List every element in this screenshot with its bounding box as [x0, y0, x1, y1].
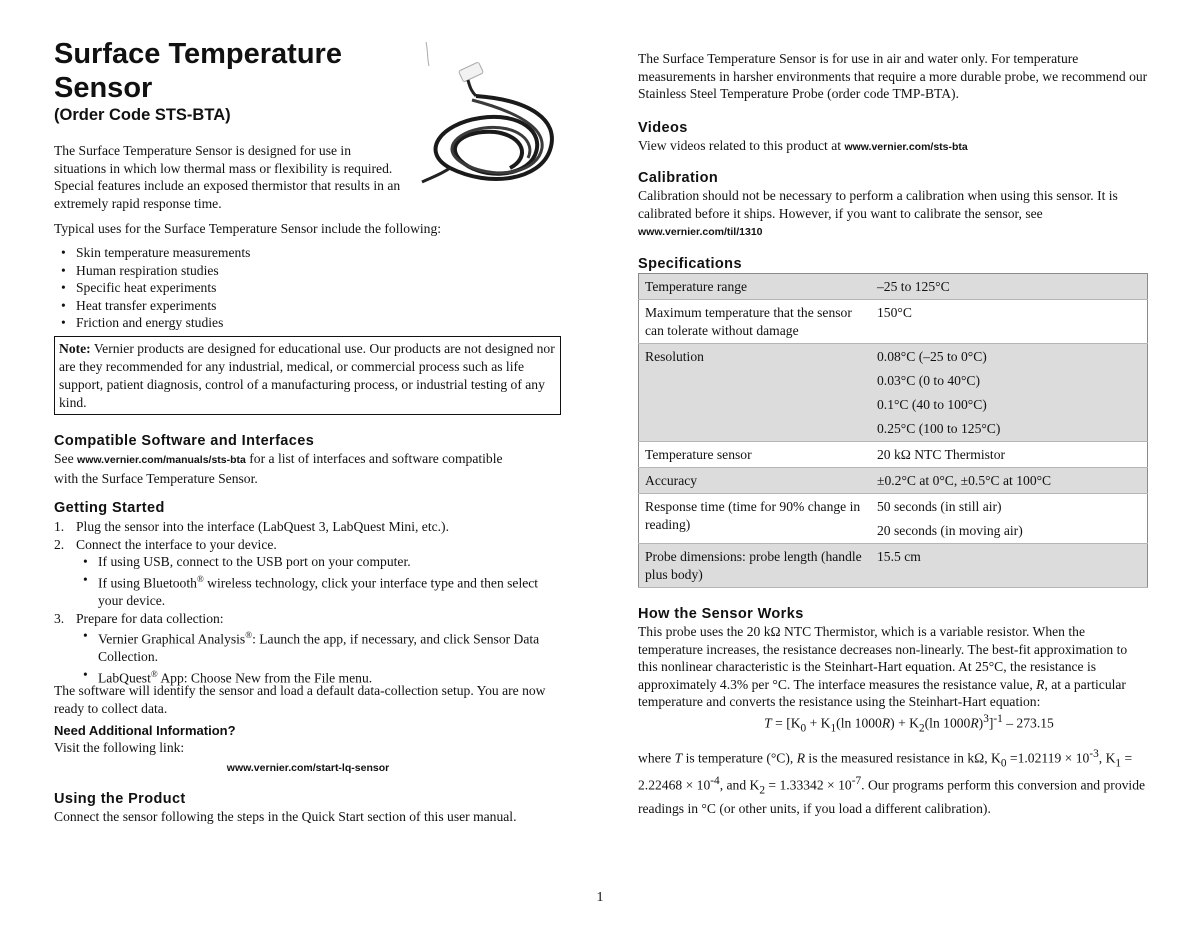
step-number: 3.	[54, 610, 65, 626]
where-part: 2	[759, 783, 765, 796]
eq-part: 3	[983, 712, 989, 725]
step-text: Prepare for data collection:	[76, 610, 224, 626]
page-title	[54, 37, 342, 105]
spec-value-line: 15.5 cm	[877, 549, 921, 564]
eq-part: (ln 1000	[836, 715, 882, 731]
compatible-link[interactable]: www.vernier.com/manuals/sts-bta	[77, 454, 246, 466]
where-part: -3	[1089, 747, 1099, 760]
list-item: • Specific heat experiments	[76, 279, 556, 297]
spec-value	[871, 344, 1148, 442]
getting-started-closing: The software will identify the sensor and load a default data-collection setup. You are now ready to collect data.	[54, 683, 546, 716]
where-part: 0	[1000, 757, 1007, 770]
table-row	[639, 544, 1148, 588]
where-part: =1.02119 × 10	[1006, 750, 1090, 766]
where-part: R	[796, 750, 806, 766]
where-part: , and K	[719, 777, 760, 793]
using-product-heading: Using the Product	[54, 791, 186, 807]
intro-paragraph: The Surface Temperature Sensor is designed for use in situations in which low thermal mass or flexibility is required. Special features include an exposed thermistor that results in an extremely rapid response time.	[54, 143, 401, 211]
bullet-text: : Launch the app, if necessary, and click Sensor Data Collection.	[98, 631, 540, 665]
spec-value-line: 0.03°C (0 to 40°C)	[877, 373, 981, 388]
list-item	[98, 627, 562, 666]
order-code: (Order Code STS-BTA)	[54, 106, 231, 124]
eq-part: = [K	[771, 715, 801, 731]
getting-started-steps	[54, 518, 562, 687]
spec-label: Maximum temperature that the sensor can tolerate without damage	[639, 300, 872, 344]
spec-value-line: 0.08°C (–25 to 0°C)	[877, 349, 987, 364]
page-number: 1	[596, 890, 604, 905]
registered-mark: ®	[150, 668, 158, 679]
spec-label: Temperature range	[639, 274, 872, 300]
spec-value-line: 50 seconds (in still air)	[877, 499, 1002, 514]
how-sensor-works-heading: How the Sensor Works	[638, 606, 804, 622]
registered-mark: ®	[245, 630, 253, 641]
eq-part: 2	[918, 722, 925, 735]
typical-uses-intro: Typical uses for the Surface Temperature Sensor include the following:	[54, 221, 442, 236]
specifications-heading: Specifications	[638, 256, 742, 272]
eq-part: ) + K	[890, 715, 919, 731]
list-item: • Skin temperature measurements	[76, 244, 556, 262]
where-part: -7	[851, 774, 862, 787]
bullet-text: Vernier Graphical Analysis	[98, 631, 246, 647]
getting-started-heading: Getting Started	[54, 500, 165, 516]
spec-value-line: 20 seconds (in moving air)	[877, 523, 1023, 538]
eq-part: )	[978, 715, 984, 731]
where-part: 1	[1115, 757, 1122, 770]
eq-part: 0	[800, 722, 807, 735]
where-part: = 2.22468 × 10	[638, 750, 1133, 793]
table-row	[639, 300, 1148, 344]
spec-value	[871, 544, 1148, 588]
bullet-text: If using Bluetooth	[98, 575, 197, 591]
title-line-1: Surface Temperature	[54, 38, 342, 70]
title-line-2: Sensor	[54, 72, 153, 104]
videos-text	[638, 137, 1148, 157]
eq-part: R	[970, 715, 979, 731]
using-product-text: Connect the sensor following the steps in the Quick Start section of this user manual.	[54, 809, 517, 824]
spec-value-line: 20 kΩ NTC Thermistor	[877, 447, 1006, 462]
step-3	[54, 610, 562, 687]
spec-label: Resolution	[639, 344, 872, 442]
table-row	[639, 274, 1148, 300]
eq-part: ]	[988, 715, 994, 731]
where-part: = 1.33342 × 10	[765, 777, 852, 793]
list-item: • Friction and energy studies	[76, 314, 556, 332]
spec-value	[871, 494, 1148, 544]
step-2	[54, 536, 562, 610]
compatible-paragraph	[54, 450, 514, 487]
note-text: Vernier products are designed for educational use. Our products are not designed nor are they recommended for any industrial, medical, or commercial process such as life support, patient diagnosis, control of a manufacturing process, or industrial testing of any kind.	[59, 341, 555, 410]
bullet-text: wireless technology, click your interface type and then select your device.	[98, 575, 539, 608]
table-row	[639, 468, 1148, 494]
where-part: is temperature (°C),	[682, 750, 797, 766]
compatible-heading: Compatible Software and Interfaces	[54, 433, 315, 449]
list-item: • If using USB, connect to the USB port on your computer.	[98, 553, 562, 571]
spec-label: Probe dimensions: probe length (handle plus body)	[639, 544, 872, 588]
specifications-table	[638, 273, 1148, 588]
eq-part: R	[881, 715, 891, 731]
spec-value-line: ±0.2°C at 0°C, ±0.5°C at 100°C	[877, 473, 1052, 488]
list-item: • Human respiration studies	[76, 262, 556, 280]
registered-mark: ®	[196, 573, 204, 584]
videos-link[interactable]: www.vernier.com/sts-bta	[844, 141, 968, 153]
where-part: where	[638, 750, 675, 766]
eq-part: – 273.15	[1002, 715, 1054, 731]
list-item	[98, 571, 562, 610]
typical-uses-list	[54, 244, 556, 332]
additional-info-text: Visit the following link:	[54, 740, 185, 755]
how-var-r: R	[1036, 676, 1045, 692]
videos-heading: Videos	[638, 120, 688, 136]
step-number: 1.	[54, 519, 65, 534]
eq-part: 1	[830, 722, 837, 735]
where-part: is the measured resistance in kΩ, K	[805, 750, 1001, 766]
table-row	[639, 494, 1148, 544]
calibration-heading: Calibration	[638, 170, 719, 186]
where-part: . Our programs perform this conversion and provide readings in °C (or other units, if you load a different calibration).	[638, 777, 1146, 816]
spec-label: Temperature sensor	[639, 442, 872, 468]
note-label: Note:	[59, 341, 91, 356]
calibration-link[interactable]: www.vernier.com/til/1310	[638, 226, 763, 239]
spec-value-line: 0.1°C (40 to 100°C)	[877, 397, 987, 412]
eq-part: T	[764, 715, 772, 731]
where-part: -4	[710, 774, 720, 787]
steinhart-hart-equation	[638, 711, 1150, 738]
spec-value	[871, 468, 1148, 494]
list-item: • Heat transfer experiments	[76, 297, 556, 315]
step-number: 2.	[54, 536, 65, 552]
calibration-body: Calibration should not be necessary to perform a calibration when using this sensor. It is calibrated before it ships. However, if you want to calibrate the sensor, see	[638, 188, 1118, 221]
table-row	[639, 442, 1148, 468]
step-3-bullets	[76, 627, 562, 687]
videos-pre: View videos related to this product at	[638, 138, 845, 153]
how-text: This probe uses the 20 kΩ NTC Thermistor, which is a variable resistor. When the temperature increases, the resistance decreases non-linearly. The best-fit approximation to this nonlinear characteristic is the Steinhart-Hart equation. At 25°C, the resistance is approximately 4.3% per °C. The interface measures the resistance value,	[638, 624, 1128, 692]
right-intro: The Surface Temperature Sensor is for use in air and water only. For temperature measurements in harsher environments that require a more durable probe, we recommend our Stainless Steel Temperature Probe (order code TMP-BTA).	[638, 51, 1148, 102]
where-paragraph	[638, 746, 1150, 817]
additional-info-link[interactable]: www.vernier.com/start-lq-sensor	[226, 762, 390, 774]
eq-part: + K	[806, 715, 831, 731]
where-part: , K	[1098, 750, 1116, 766]
eq-part: (ln 1000	[924, 715, 971, 731]
step-2-bullets	[76, 553, 562, 609]
bullet-text: App: Choose New from the File menu.	[157, 670, 373, 686]
spec-value	[871, 300, 1148, 344]
eq-part: -1	[993, 712, 1003, 725]
how-sensor-works-text	[638, 623, 1150, 817]
step-1	[54, 518, 562, 536]
additional-info-heading: Need Additional Information?	[54, 723, 236, 738]
how-text: , at a particular temperature and converts the resistance using the Steinhart-Hart equation:	[638, 676, 1126, 710]
spec-value	[871, 442, 1148, 468]
note-box	[54, 336, 561, 415]
table-row	[639, 344, 1148, 442]
where-part: T	[674, 750, 683, 766]
bullet-text: LabQuest	[98, 670, 151, 686]
calibration-text	[638, 187, 1150, 242]
spec-value-line: 0.25°C (100 to 125°C)	[877, 421, 1001, 436]
compatible-pre: See	[54, 451, 78, 466]
spec-label: Accuracy	[639, 468, 872, 494]
compatible-post: for a list of interfaces and software compatible with the Surface Temperature Sensor.	[54, 451, 503, 486]
spec-label: Response time (time for 90% change in reading)	[639, 494, 872, 544]
spec-value-line: –25 to 125°C	[877, 279, 950, 294]
spec-value	[871, 274, 1148, 300]
step-text: Plug the sensor into the interface (LabQuest 3, LabQuest Mini, etc.).	[76, 519, 449, 534]
step-text: Connect the interface to your device.	[76, 536, 277, 552]
sensor-product-image	[410, 40, 570, 190]
spec-value-line: 150°C	[877, 305, 912, 320]
